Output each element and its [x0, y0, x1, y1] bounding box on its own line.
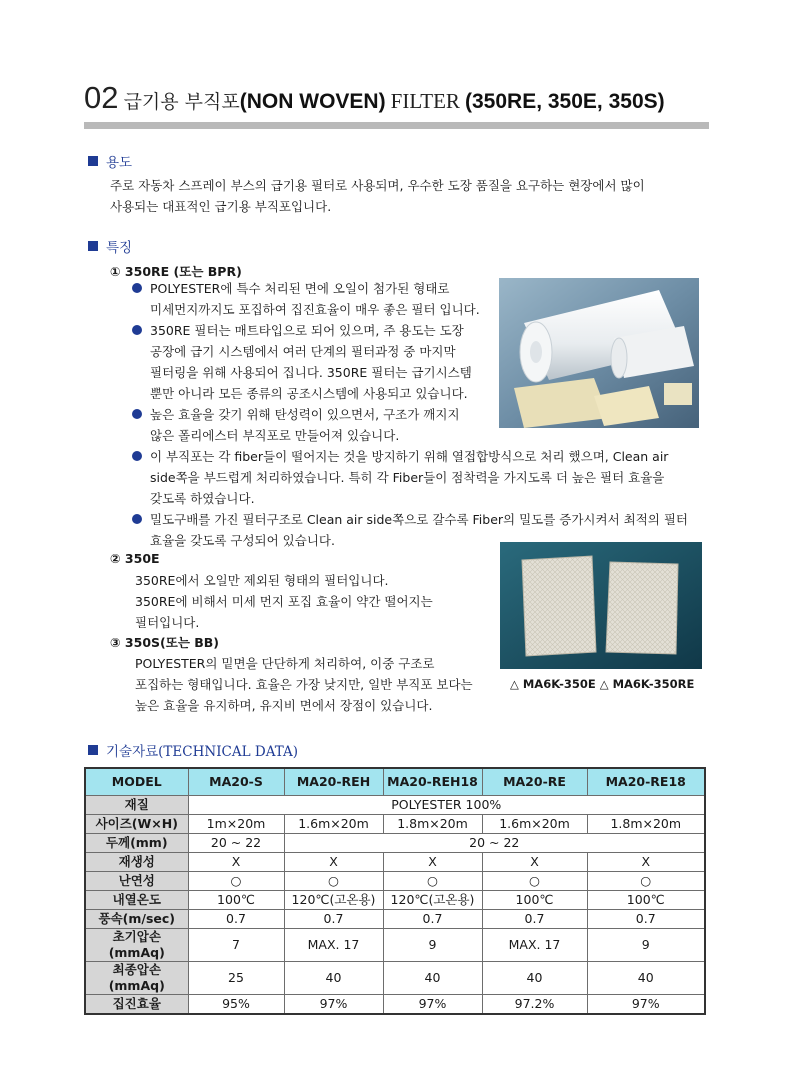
square-bullet-icon [88, 241, 98, 251]
table-row: 재생성 X X X X X [85, 853, 705, 872]
usage-text: 주로 자동차 스프레이 부스의 급기용 필터로 사용되며, 우수한 도장 품질을 요구하는 현장에서 많이 사용되는 대표적인 급기용 부직포입니다. [110, 178, 645, 214]
table-row: 내열온도 100℃ 120℃(고온용) 120℃(고온용) 100℃ 100℃ [85, 891, 705, 910]
table-row: 집진효율 95% 97% 97% 97.2% 97% [85, 995, 705, 1015]
title-models: (350RE, 350E, 350S) [465, 90, 665, 113]
square-bullet-icon [88, 745, 98, 755]
photo-caption: △ MA6K-350E △ MA6K-350RE [510, 677, 695, 691]
feature-350re-title: ① 350RE (또는 BPR) [110, 264, 242, 279]
model-name: MA20-S [188, 768, 284, 796]
table-row: 난연성 ○ ○ ○ ○ ○ [85, 872, 705, 891]
tech-table [84, 767, 706, 1015]
table-row: 초기압손 (mmAq) 7 MAX. 17 9 MAX. 17 9 [85, 929, 705, 962]
circle-bullet-icon [132, 325, 142, 335]
model-name: MA20-REH18 [383, 768, 482, 796]
filter-rolls-photo [499, 278, 699, 428]
title-filter: FILTER [390, 89, 460, 113]
title-korean: 급기용 부직포 [123, 91, 240, 113]
usage-heading: 용도 [88, 151, 132, 171]
tech-heading: 기술자료(TECHNICAL DATA) [88, 740, 298, 760]
material-cell: POLYESTER 100% [188, 796, 705, 815]
section-number: 02 [84, 80, 119, 115]
table-row: 사이즈(W×H) 1m×20m 1.6m×20m 1.8m×20m 1.6m×20m 1.8m×20m [85, 815, 705, 834]
bullet-item: POLYESTER에 특수 처리된 면에 오일이 첨가된 형태로 미세먼지까지도 포집하여 집진효율이 매우 좋은 필터 입니다. [132, 278, 688, 320]
model-name: MA20-RE [482, 768, 587, 796]
bullet-item: 350RE 필터는 매트타입으로 되어 있으며, 주 용도는 도장 공장에 급기 시스템에서 여러 단계의 필터과정 중 마지막 필터링을 위해 사용되어 집니다. 350RE 필터는 급기시스템 뿐만 아니라 모든 종류의 공조시스템에 사용되고 있습니다. [132, 320, 688, 404]
filter-pads-photo [500, 542, 702, 669]
page-title [84, 80, 665, 116]
feature-350e-text: 350RE에서 오일만 제외된 형태의 필터입니다. 350RE에 비해서 미세 먼지 포집 효율이 약간 떨어지는 필터입니다. [135, 573, 433, 630]
square-bullet-icon [88, 156, 98, 166]
feature-350s-title: ③ 350S(또는 BB) [110, 635, 220, 650]
model-label: MODEL [85, 768, 188, 796]
table-row: 재질 POLYESTER 100% [85, 796, 705, 815]
bullet-item: 높은 효율을 갖기 위해 탄성력이 있으면서, 구조가 깨지지 않은 폴리에스터 부직포로 만들어져 있습니다. [132, 404, 688, 446]
feature-350e-title: ② 350E [110, 551, 160, 566]
bullet-item: 밀도구배를 가진 필터구조로 Clean air side쪽으로 갈수록 Fiber의 밀도를 증가시켜서 최적의 필터 효율을 갖도록 구성되어 있습니다. [132, 509, 688, 551]
circle-bullet-icon [132, 409, 142, 419]
circle-bullet-icon [132, 451, 142, 461]
features-heading: 특징 [88, 236, 132, 256]
bullet-item: 이 부직포는 각 fiber들이 떨어지는 것을 방지하기 위해 열접합방식으로 처리 했으며, Clean air side쪽을 부드럽게 처리하였습니다. 특히 각 Fiber들이 점착력을 가지도록 더 높은 필터 효율을 갖도록 하였습니다. [132, 446, 688, 509]
feature-350s-text: POLYESTER의 밑면을 단단하게 처리하여, 이중 구조로 포집하는 형태입니다. 효율은 가장 낮지만, 일반 부직포 보다는 높은 효율을 유지하며, 유지비 면에서 장점이 있습니다. [135, 656, 473, 713]
model-name: MA20-RE18 [587, 768, 705, 796]
table-row: 최종압손 (mmAq) 25 40 40 40 40 [85, 962, 705, 995]
table-row: 두께(mm) 20 ~ 22 20 ~ 22 [85, 834, 705, 853]
title-rule [84, 122, 709, 129]
title-nonwoven: (NON WOVEN) [239, 90, 386, 113]
circle-bullet-icon [132, 514, 142, 524]
table-row: 풍속(m/sec) 0.7 0.7 0.7 0.7 0.7 [85, 910, 705, 929]
model-name: MA20-REH [284, 768, 383, 796]
table-header-row [85, 768, 705, 796]
circle-bullet-icon [132, 283, 142, 293]
